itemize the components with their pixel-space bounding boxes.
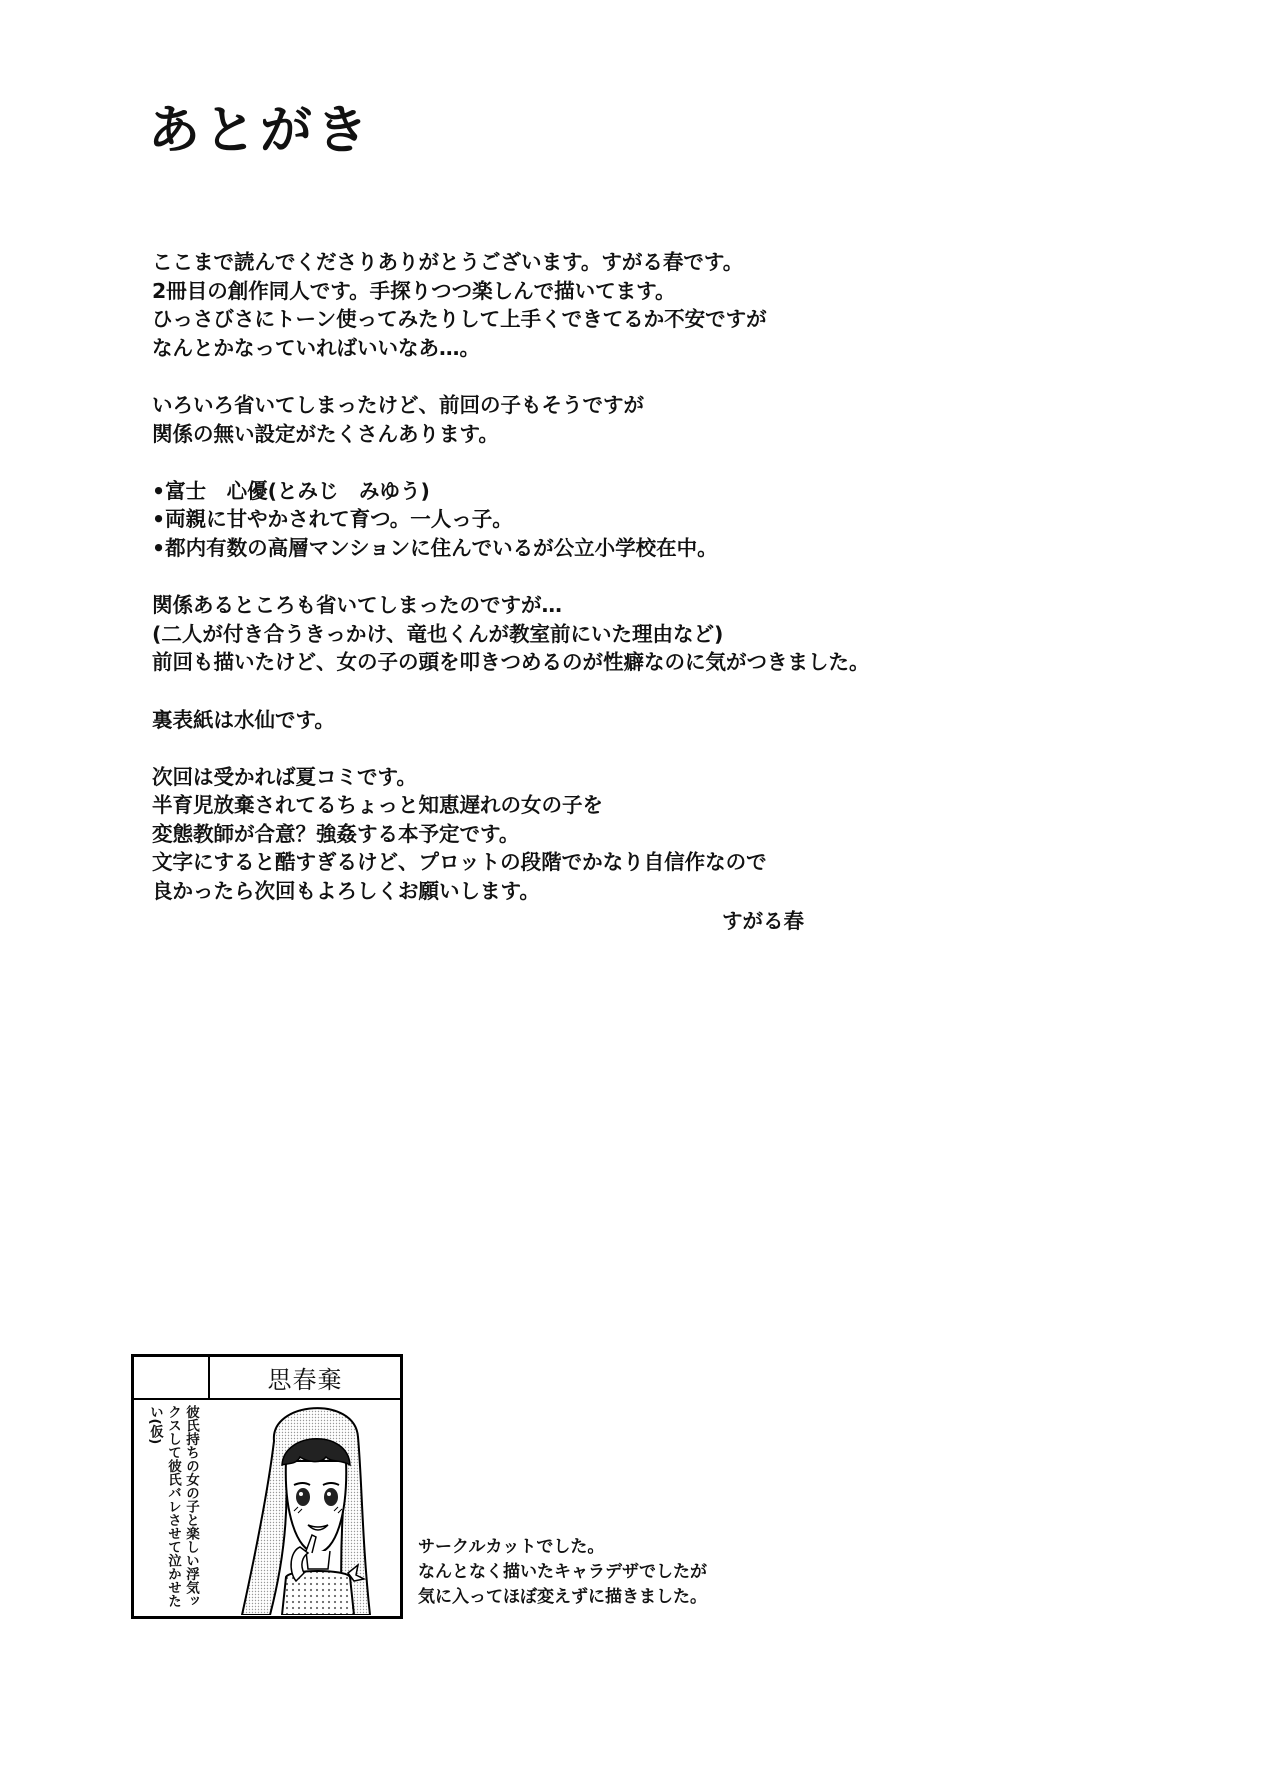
circle-cut-description: 彼氏持ちの女の子と楽しい浮気ックスして彼氏バレさせて泣かせたい(仮) — [147, 1405, 199, 1608]
circle-name: 思春棄 — [267, 1366, 343, 1394]
text-line: 関係あるところも省いてしまったのですが… — [152, 593, 562, 618]
paragraph-back-cover — [152, 706, 1152, 735]
text-line: 半育児放棄されてるちょっと知恵遅れの女の子を — [152, 793, 603, 818]
circle-cut-notes — [418, 1535, 707, 1610]
author-signature: すがる春 — [722, 909, 804, 933]
text-line: なんとかなっていればいいなあ…。 — [152, 335, 480, 360]
paragraph-greeting — [152, 248, 1152, 362]
paragraph-character-profile — [152, 477, 1152, 563]
paragraph-omitted — [152, 591, 1152, 677]
text-line: ひっさびさにトーン使ってみたりして上手くできてるか不安ですが — [152, 307, 767, 332]
text-line: いろいろ省いてしまったけど、前回の子もそうですが — [152, 392, 644, 417]
text-line: なんとなく描いたキャラデザでしたが — [418, 1562, 707, 1582]
text-line: 変態教師が合意？強姦する本予定です。 — [152, 821, 520, 846]
text-line: •都内有数の高層マンションに住んでいるが公立小学校在中。 — [152, 535, 718, 560]
text-line: 良かったら次回もよろしくお願いします。 — [152, 879, 540, 904]
text-line: サークルカットでした。 — [418, 1537, 605, 1557]
circle-cut — [131, 1354, 403, 1619]
character-illustration — [230, 1401, 400, 1615]
text-line: 裏表紙は水仙です。 — [152, 707, 335, 732]
afterword-body — [152, 248, 1152, 934]
text-line: 文字にすると酷すぎるけど、プロットの段階でかなり自信作なので — [152, 850, 767, 875]
text-line: 前回も描いたけど、女の子の頭を叩きつめるのが性癖なのに気がつきました。 — [152, 650, 870, 675]
text-line: 2冊目の創作同人です。手探りつつ楽しんで描いてます。 — [152, 278, 676, 303]
paragraph-settings-intro — [152, 391, 1152, 448]
text-line: (二人が付き合うきっかけ、竜也くんが教室前にいた理由など) — [152, 621, 724, 646]
text-line: •両親に甘やかされて育つ。一人っ子。 — [152, 507, 513, 532]
text-line: 気に入ってほぼ変えずに描きました。 — [418, 1587, 707, 1607]
circle-cut-header — [134, 1357, 400, 1400]
text-line: 関係の無い設定がたくさんあります。 — [152, 421, 499, 446]
text-line: 次回は受かれば夏コミです。 — [152, 764, 417, 789]
page-title: あとがき — [148, 101, 373, 161]
text-line: ここまで読んでくださりありがとうございます。すがる春です。 — [152, 250, 744, 274]
paragraph-next-time — [152, 763, 1152, 906]
text-line: •富士 心優(とみじ みゆう) — [152, 478, 430, 503]
